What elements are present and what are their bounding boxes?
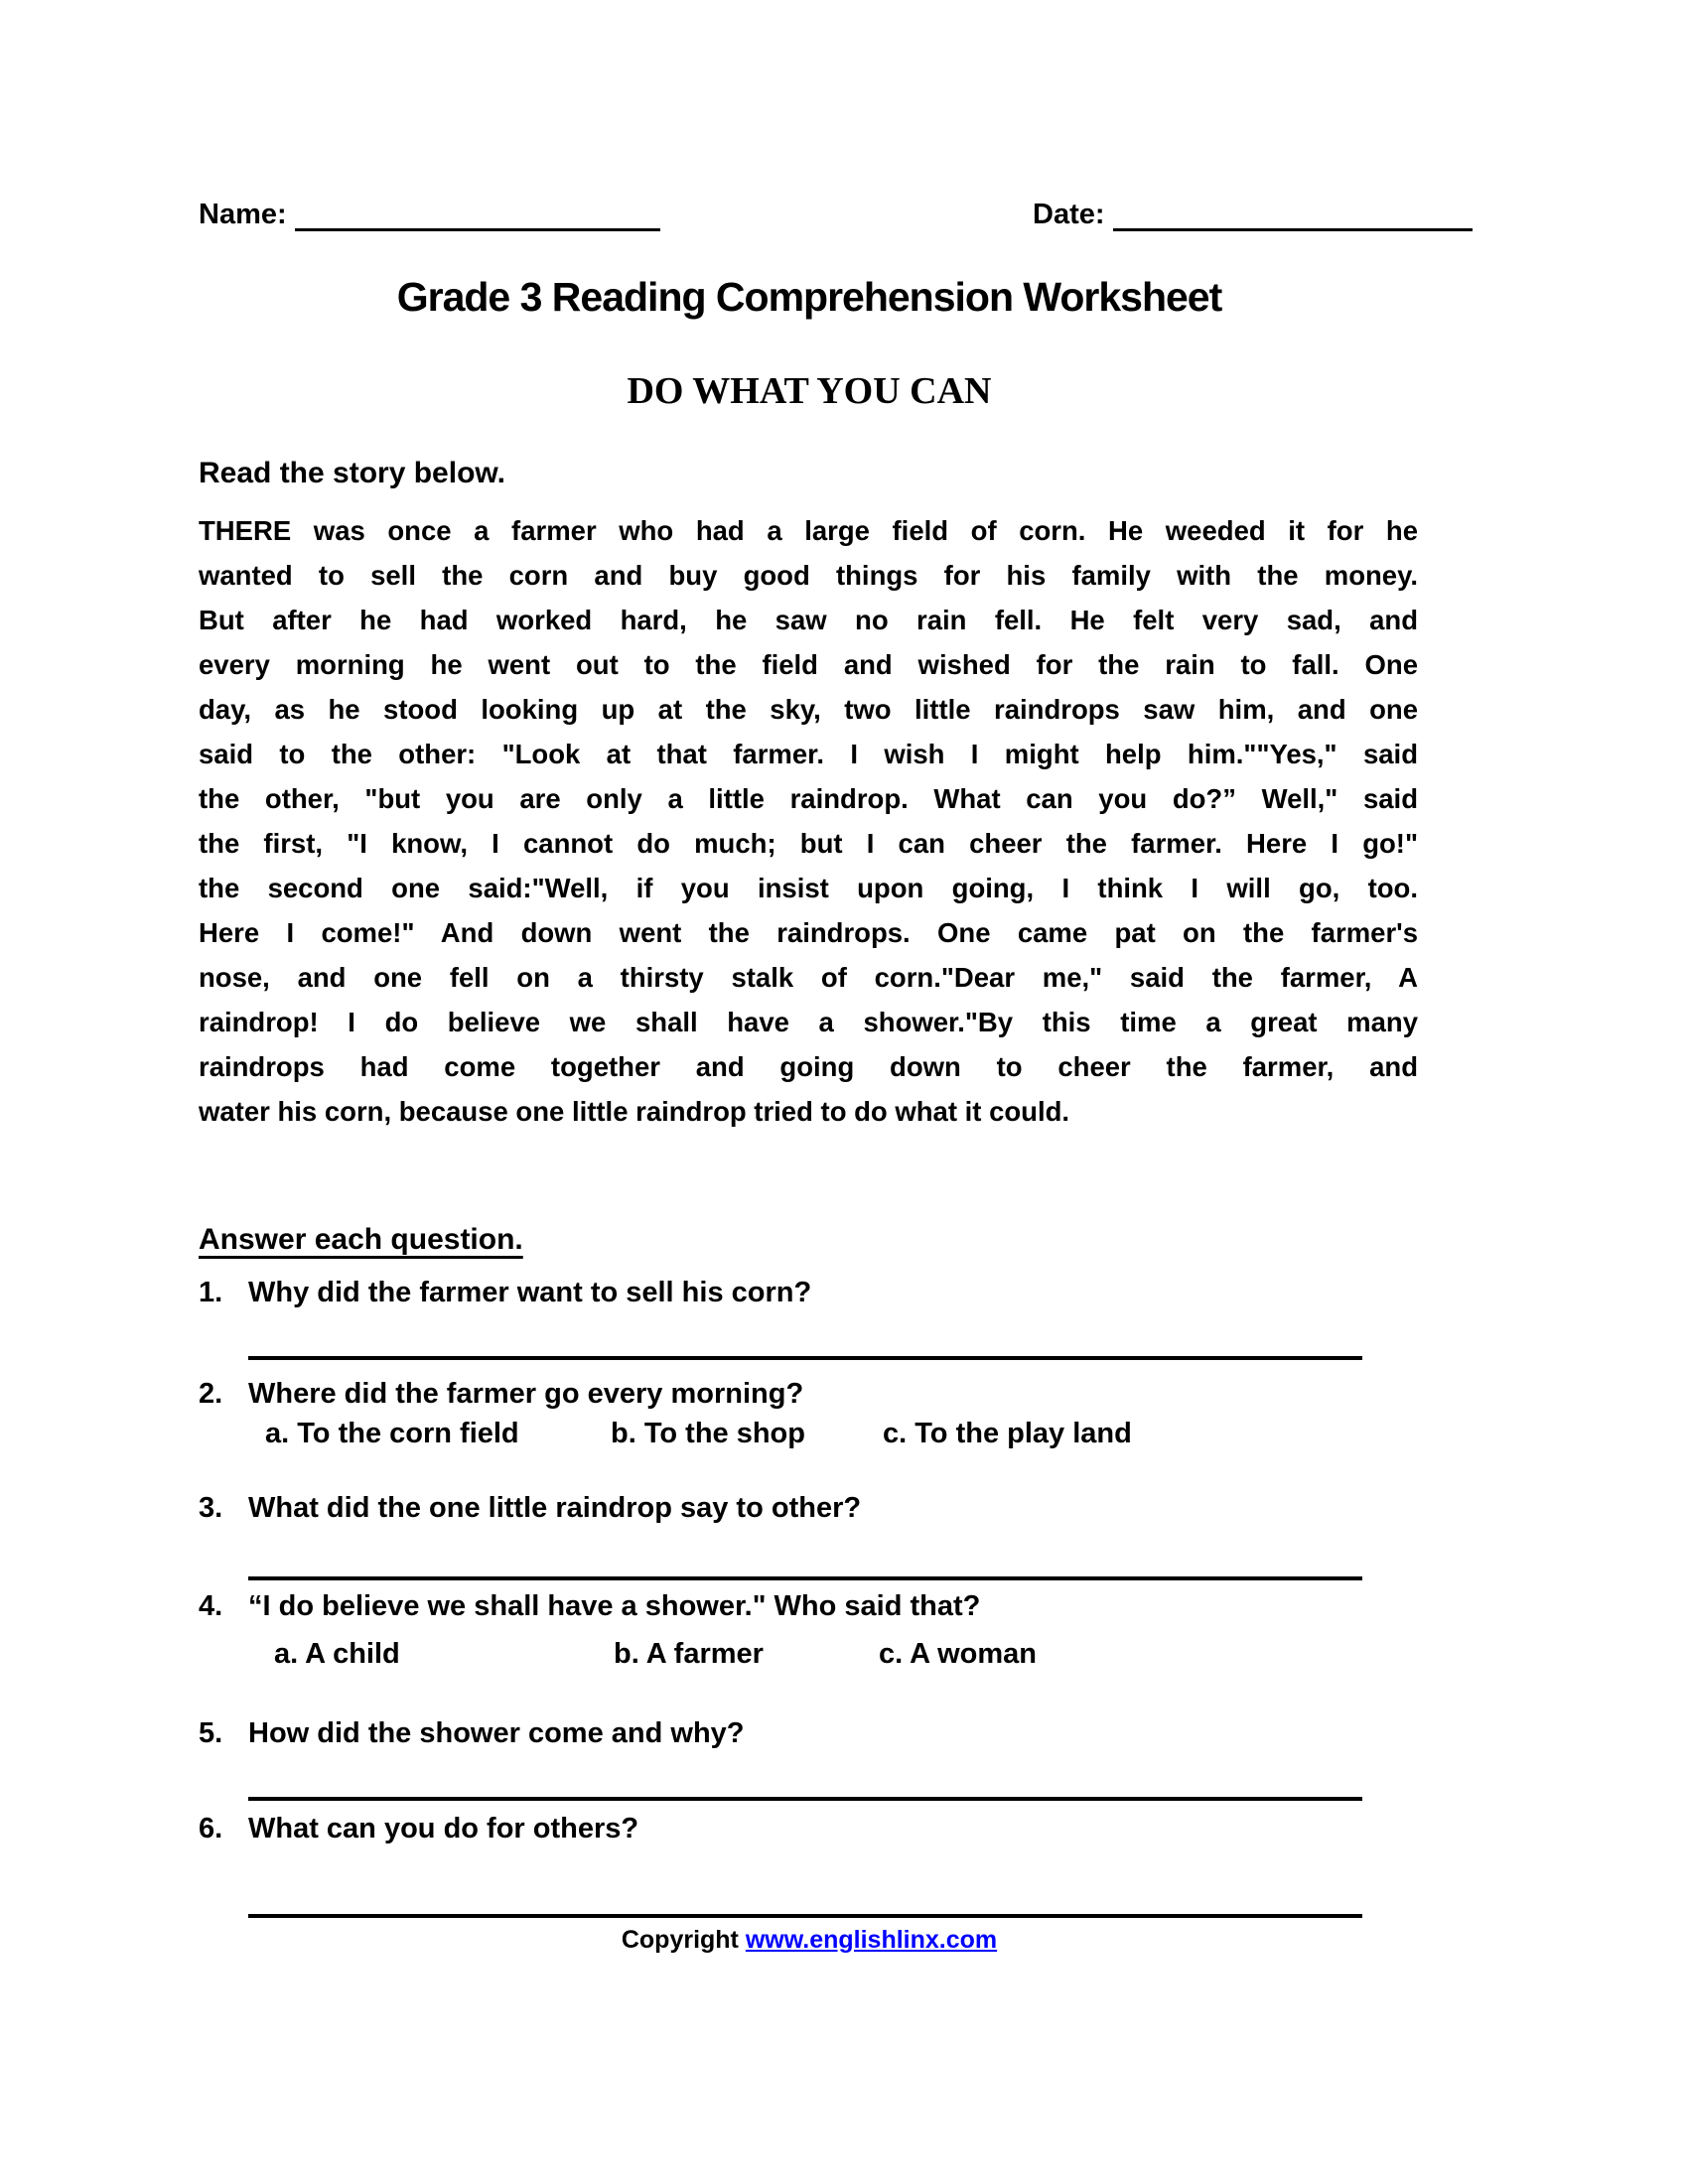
story-paragraph <box>199 508 1418 1134</box>
question-1-number: 1. <box>199 1277 223 1308</box>
question-6-number: 6. <box>199 1813 223 1844</box>
story-line: nose, and one fell on a thirsty stalk of corn."Dear me," said the farmer, A <box>199 962 1418 993</box>
date-field <box>1033 199 1473 231</box>
story-line: said to the other: "Look at that farmer. I wish I might help him.""Yes," said <box>199 739 1418 769</box>
question-5 <box>199 1717 1420 1750</box>
story-line: wanted to sell the corn and buy good things for his family with the money. <box>199 560 1418 591</box>
story-line: every morning he went out to the field and wished for the rain to fall. One <box>199 649 1418 680</box>
copyright-footer <box>199 1926 1420 1955</box>
story-line: day, as he stood looking up at the sky, two little raindrops saw him, and one <box>199 694 1418 725</box>
story-line: water his corn, because one little raindrop tried to do what it could. <box>199 1096 1070 1127</box>
question-2-text: Where did the farmer go every morning? <box>248 1378 804 1410</box>
answer-blank-line-4 <box>248 1914 1362 1918</box>
story-line: the first, "I know, I cannot do much; but I can cheer the farmer. Here I go!" <box>199 828 1418 859</box>
question-2-number: 2. <box>199 1378 223 1410</box>
read-story-heading: Read the story below. <box>199 457 505 489</box>
question-6 <box>199 1813 1420 1845</box>
question-2-option-b: b. To the shop <box>611 1418 805 1449</box>
answer-blank-line-3 <box>248 1797 1362 1801</box>
question-3 <box>199 1492 1420 1525</box>
name-field <box>199 199 660 231</box>
question-4-option-c: c. A woman <box>879 1638 1037 1670</box>
date-blank-line <box>1113 199 1473 231</box>
question-1-text: Why did the farmer want to sell his corn? <box>248 1277 812 1308</box>
question-2-options <box>199 1418 1420 1459</box>
question-4-option-a: a. A child <box>274 1638 400 1670</box>
question-3-text: What did the one little raindrop say to other? <box>248 1492 862 1524</box>
answer-questions-heading: Answer each question. <box>199 1223 523 1256</box>
answer-blank-line-2 <box>248 1576 1362 1580</box>
story-line: raindrops had come together and going down to cheer the farmer, and <box>199 1051 1418 1082</box>
question-4-option-b: b. A farmer <box>614 1638 764 1670</box>
story-line: But after he had worked hard, he saw no rain fell. He felt very sad, and <box>199 605 1418 635</box>
question-1 <box>199 1277 1420 1309</box>
question-3-number: 3. <box>199 1492 223 1524</box>
page-title: Grade 3 Reading Comprehension Worksheet <box>396 274 1222 320</box>
copyright-label: Copyright <box>621 1926 739 1954</box>
story-line: the second one said:"Well, if you insist upon going, I think I will go, too. <box>199 873 1418 903</box>
copyright-link[interactable]: www.englishlinx.com <box>745 1926 998 1954</box>
question-4 <box>199 1590 1420 1623</box>
story-line: THERE was once a farmer who had a large field of corn. He weeded it for he <box>199 515 1418 546</box>
question-4-text: “I do believe we shall have a shower." Who said that? <box>248 1590 981 1622</box>
answer-blank-line-1 <box>248 1356 1362 1360</box>
name-label: Name: <box>199 199 287 230</box>
question-4-number: 4. <box>199 1590 223 1622</box>
story-line: the other, "but you are only a little raindrop. What can you do?” Well," said <box>199 783 1418 814</box>
name-blank-line <box>295 199 660 231</box>
date-label: Date: <box>1033 199 1105 230</box>
question-2-option-a: a. To the corn field <box>265 1418 519 1449</box>
story-title: DO WHAT YOU CAN <box>627 370 992 412</box>
question-2 <box>199 1378 1420 1411</box>
question-6-text: What can you do for others? <box>248 1813 639 1844</box>
question-5-text: How did the shower come and why? <box>248 1717 745 1749</box>
question-4-options <box>199 1638 1420 1680</box>
question-2-option-c: c. To the play land <box>883 1418 1132 1449</box>
story-line: Here I come!" And down went the raindrops. One came pat on the farmer's <box>199 917 1418 948</box>
question-5-number: 5. <box>199 1717 223 1749</box>
story-line: raindrop! I do believe we shall have a shower."By this time a great many <box>199 1007 1418 1037</box>
